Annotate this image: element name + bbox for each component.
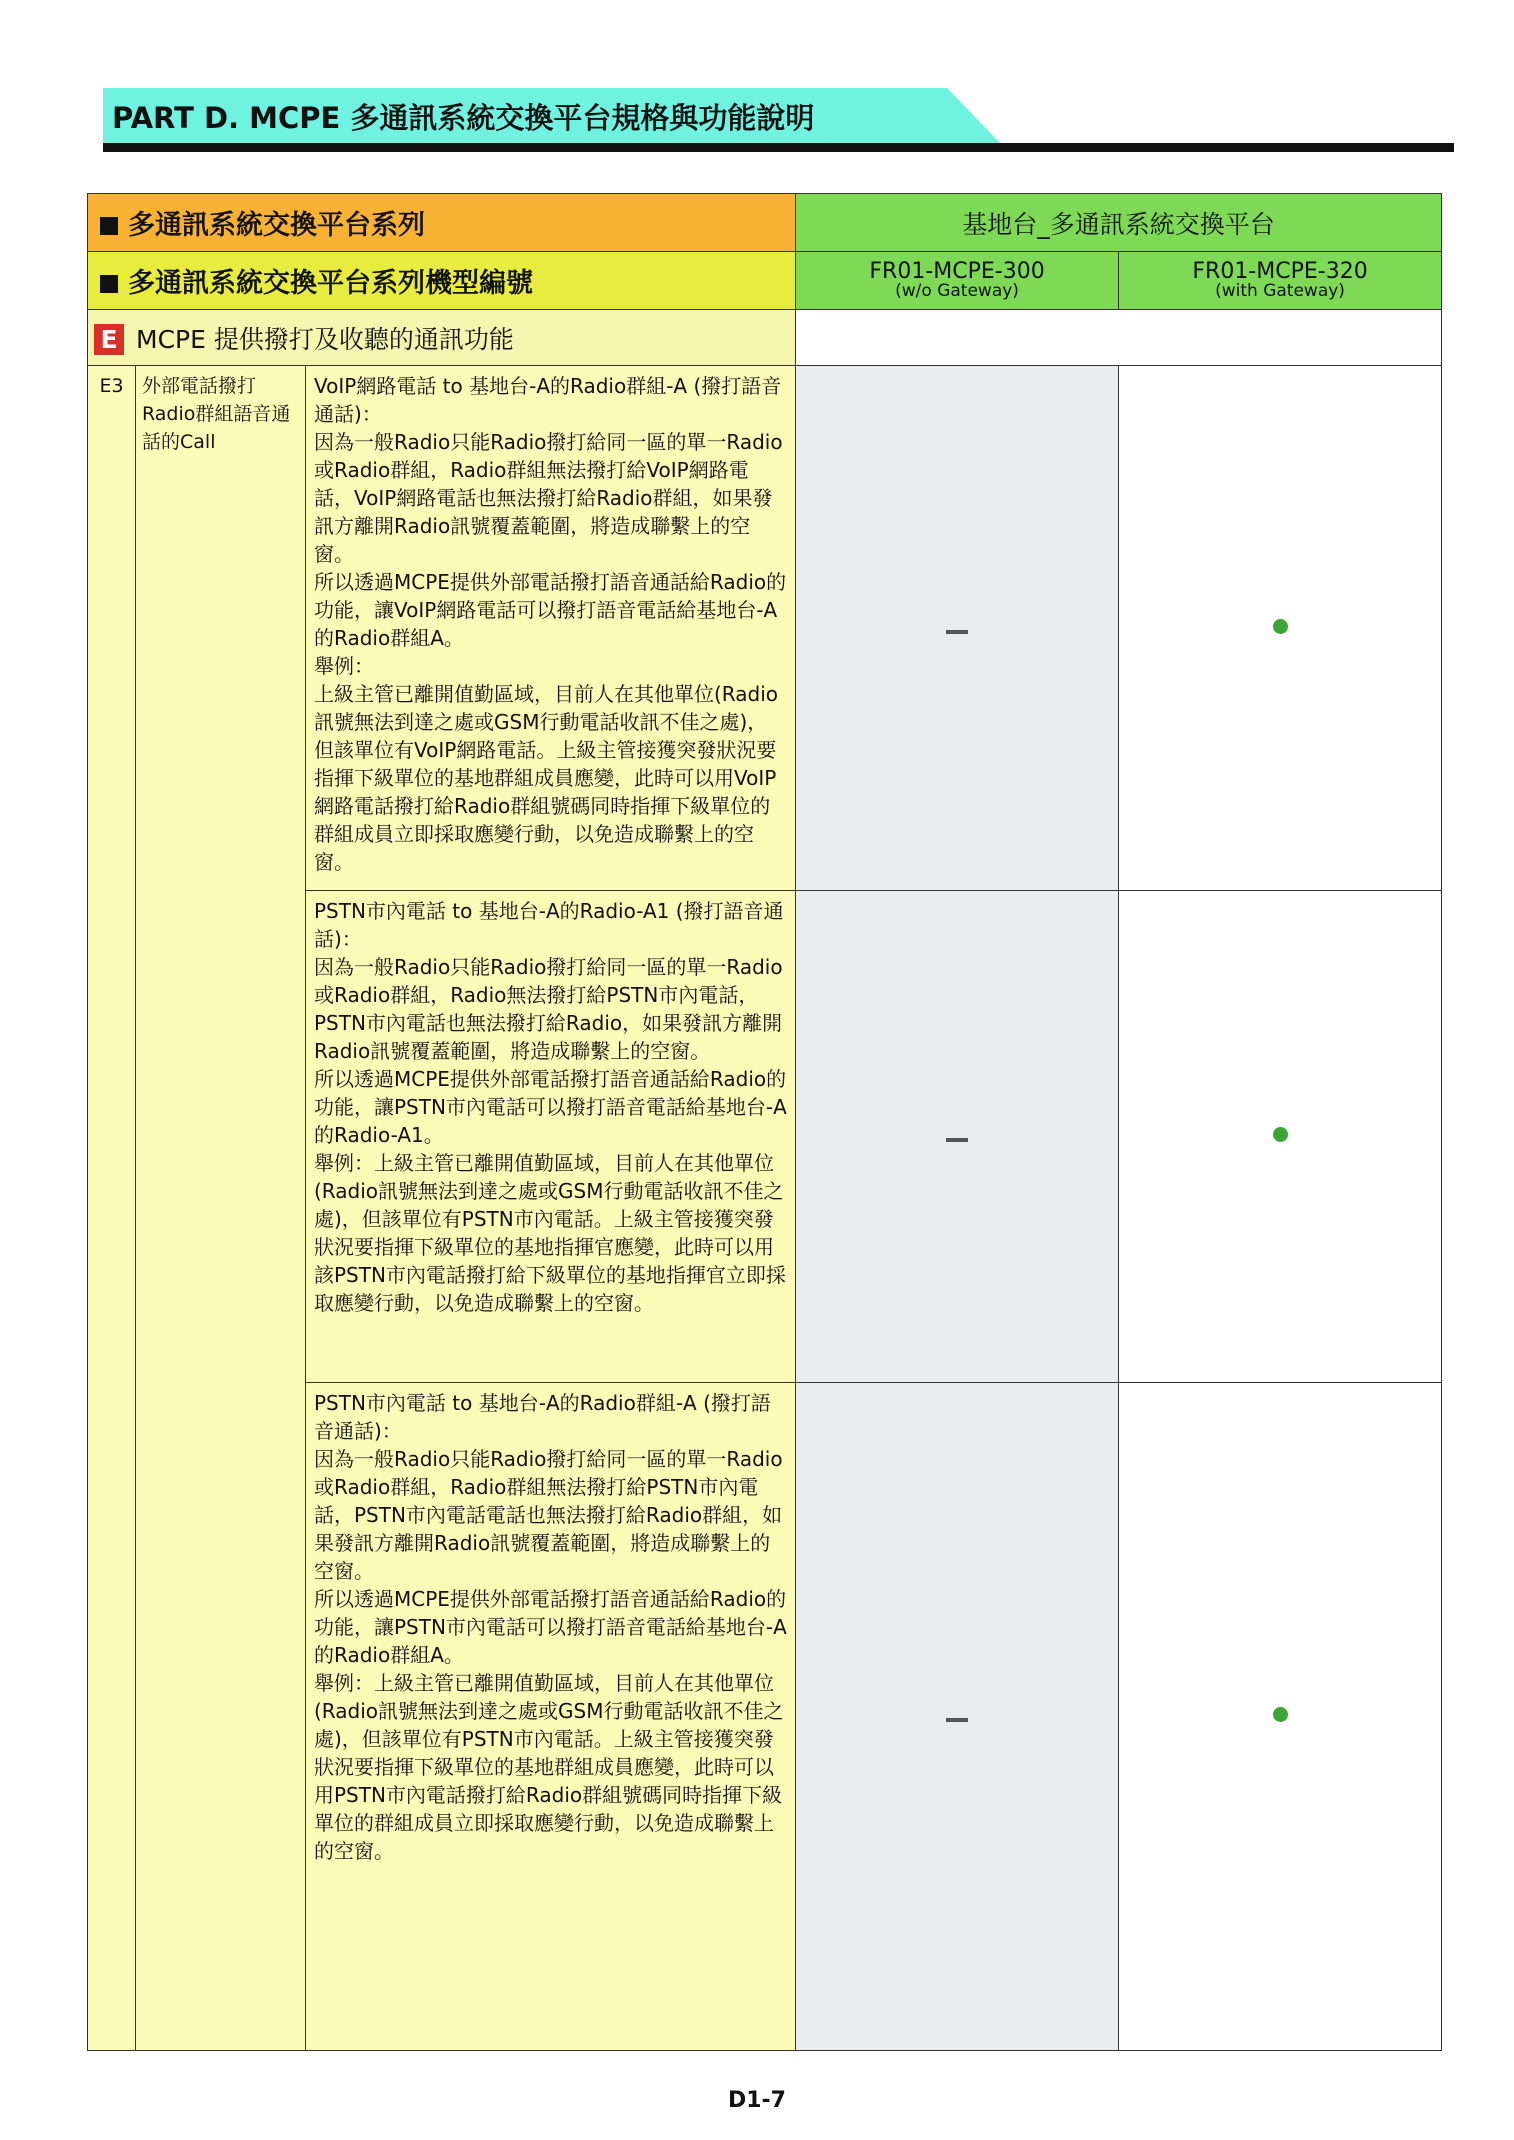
row-description: PSTN市內電話 to 基地台-A的Radio群組-A (撥打語音通話)： 因為一般Radio只能Radio撥打給同一區的單一Radio或Radio群組，Radio群組無法撥打給PSTN市內電話，PSTN市內電話電話也無法撥打給Radio群組，如果發訊方離開Radio訊號覆蓋範圍，將造成聯繫上的空窗。 所以透過MCPE提供外部電話撥打語音通話給Radio的功能，讓PSTN市內電話可以撥打語音電話給基地台-A的Radio群組A。 舉例：上級主管已離開值勤區域，目前人在其他單位(Radio訊號無法到達之處或GSM行動電話收訊不佳之處)，但該單位有PSTN市內電話。上級主管接獲突發狀況要指揮下級單位的基地群組成員應變，此時可以用PSTN市內電話撥打給Radio群組號碼同時指揮下級單位的群組成員立即採取應變行動，以免造成聯繫上的空窗。 (306, 1383, 796, 2051)
header-rule (103, 143, 1454, 152)
series-value-cell (796, 194, 1442, 252)
model-label: 多通訊系統交換平台系列機型編號 (128, 268, 533, 299)
model-label-cell (88, 252, 796, 310)
series-label-cell (88, 194, 796, 252)
model-320-cell (1119, 252, 1442, 310)
square-bullet-icon (100, 275, 118, 293)
page-title: PART D. MCPE 多通訊系統交換平台規格與功能說明 (112, 101, 815, 135)
item-code: E3 (88, 366, 136, 2051)
dash-icon (946, 630, 968, 634)
model-320-sub: (with Gateway) (1215, 281, 1345, 302)
model-300-name: FR01-MCPE-300 (869, 259, 1045, 285)
mark-300-cell (796, 1383, 1119, 2051)
row-description: PSTN市內電話 to 基地台-A的Radio-A1 (撥打語音通話)： 因為一般Radio只能Radio撥打給同一區的單一Radio或Radio群組，Radio無法撥打給PSTN市內電話，PSTN市內電話也無法撥打給Radio，如果發訊方離開Radio訊號覆蓋範圍，將造成聯繫上的空窗。 所以透過MCPE提供外部電話撥打語音通話給Radio的功能，讓PSTN市內電話可以撥打語音電話給基地台-A的Radio-A1。 舉例：上級主管已離開值勤區域，目前人在其他單位(Radio訊號無法到達之處或GSM行動電話收訊不佳之處)，但該單位有PSTN市內電話。上級主管接獲突發狀況要指揮下級單位的基地指揮官應變，此時可以用該PSTN市內電話撥打給下級單位的基地指揮官立即採取應變行動，以免造成聯繫上的空窗。 (306, 891, 796, 1383)
category-letter-badge: E (94, 324, 124, 355)
row-description: VoIP網路電話 to 基地台-A的Radio群組-A (撥打語音通話)： 因為一般Radio只能Radio撥打給同一區的單一Radio或Radio群組，Radio群組無法撥打給VoIP網路電話，VoIP網路電話也無法撥打給Radio群組，如果發訊方離開Radio訊號覆蓋範圍，將造成聯繫上的空窗。 所以透過MCPE提供外部電話撥打語音通話給Radio的功能，讓VoIP網路電話可以撥打語音電話給基地台-A的Radio群組A。 舉例： 上級主管已離開值勤區域，目前人在其他單位(Radio訊號無法到達之處或GSM行動電話收訊不佳之處)，但該單位有VoIP網路電話。上級主管接獲突發狀況要指揮下級單位的基地群組成員應變，此時可以用VoIP網路電話撥打給Radio群組號碼同時指揮下級單位的群組成員立即採取應變行動，以免造成聯繫上的空窗。 (306, 366, 796, 891)
mark-320-cell (1119, 891, 1442, 1383)
mark-320-cell (1119, 366, 1442, 891)
model-300-cell (796, 252, 1119, 310)
mark-320-cell (1119, 1383, 1442, 2051)
category-title: MCPE 提供撥打及收聽的通訊功能 (136, 324, 514, 354)
dot-icon (1273, 1127, 1288, 1142)
spec-table (87, 193, 1442, 2051)
mark-300-cell (796, 366, 1119, 891)
dot-icon (1273, 619, 1288, 634)
category-row (88, 310, 1442, 366)
series-row (88, 194, 1442, 252)
model-320-name: FR01-MCPE-320 (1192, 259, 1368, 285)
series-value: 基地台_多通訊系統交換平台 (962, 209, 1275, 239)
dash-icon (946, 1138, 968, 1142)
mark-300-cell (796, 891, 1119, 1383)
series-label: 多通訊系統交換平台系列 (128, 210, 425, 241)
page-number: D1-7 (727, 2088, 786, 2113)
category-empty-cell (796, 310, 1442, 366)
square-bullet-icon (100, 217, 118, 235)
category-cell (88, 310, 796, 366)
dot-icon (1273, 1707, 1288, 1722)
item-name: 外部電話撥打Radio群組語音通話的Call (136, 366, 306, 2051)
model-row (88, 252, 1442, 310)
model-300-sub: (w/o Gateway) (895, 281, 1019, 302)
dash-icon (946, 1718, 968, 1722)
table-row (88, 366, 1442, 891)
